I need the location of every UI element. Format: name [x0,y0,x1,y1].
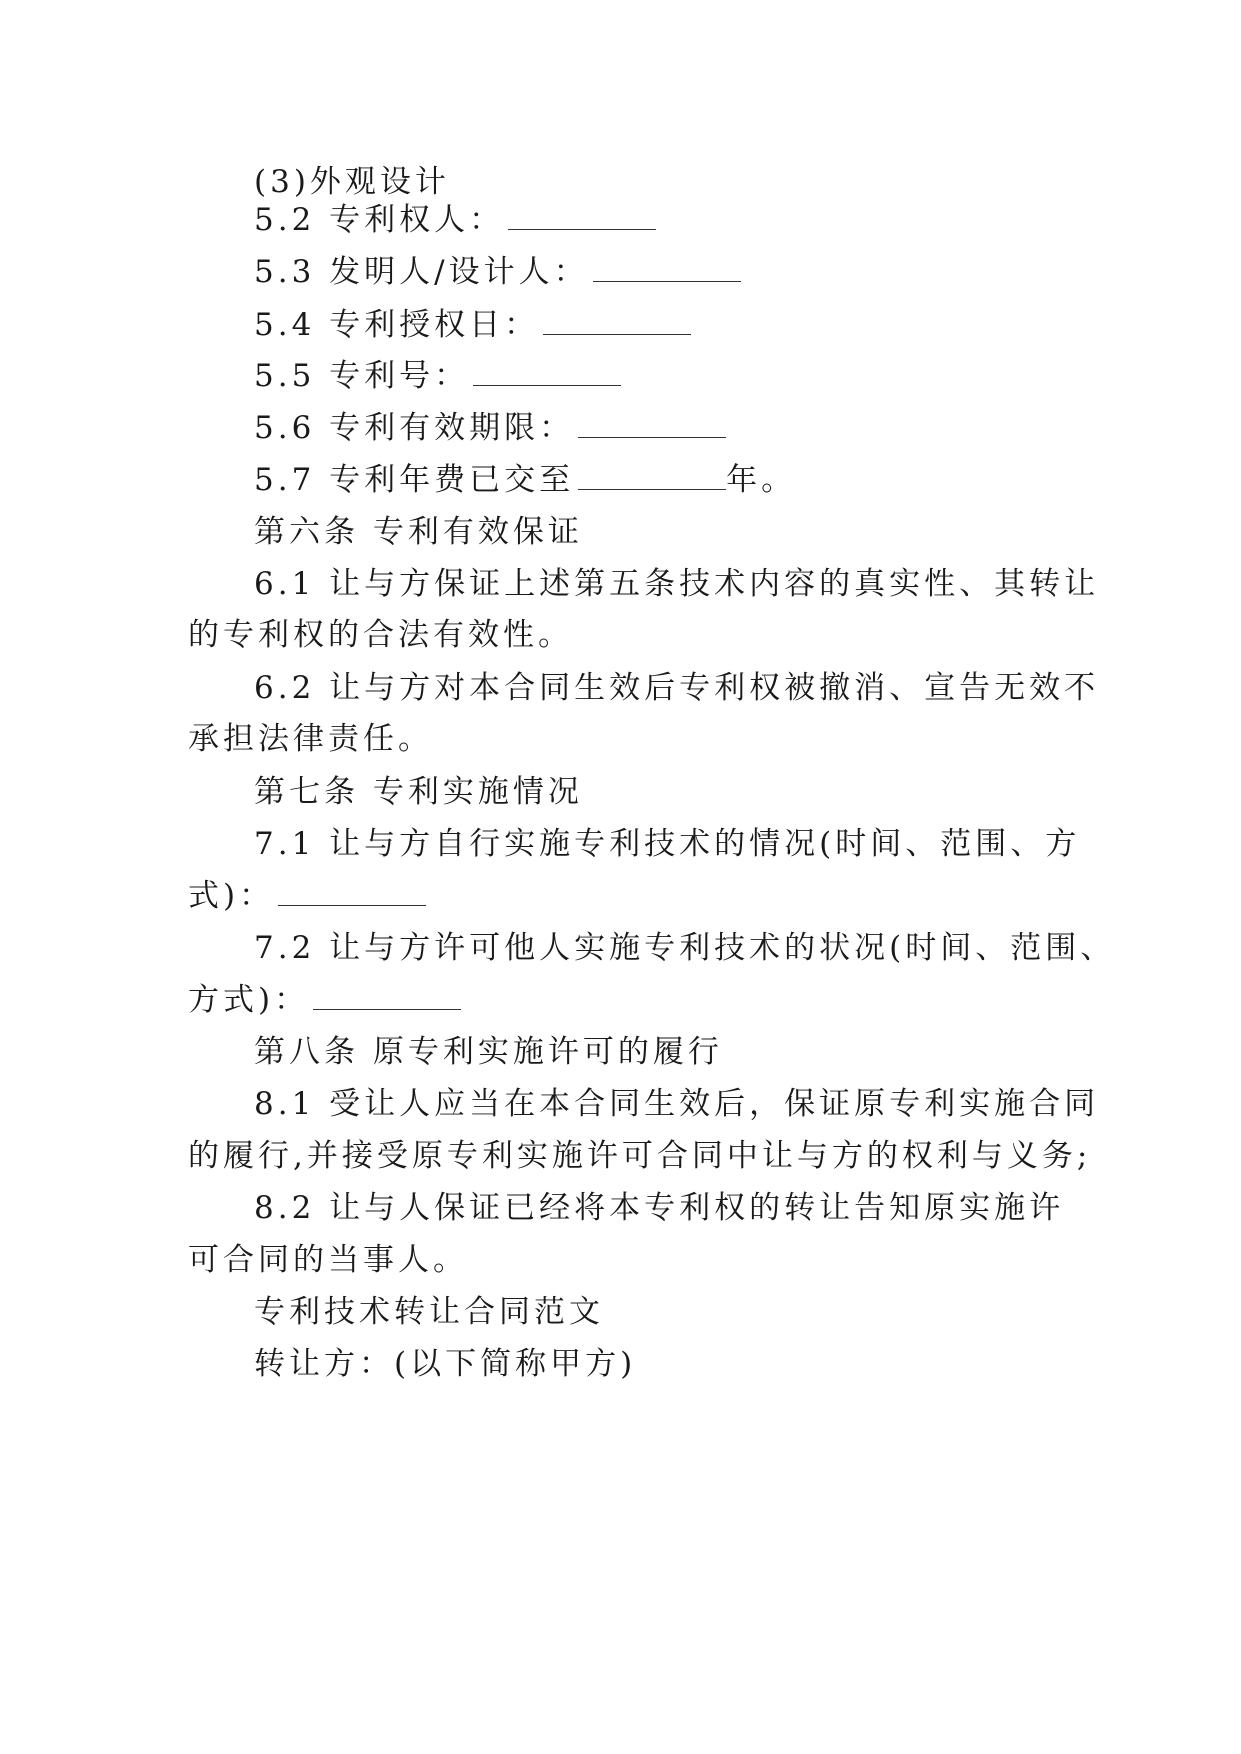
item-8-2 [254,1188,1064,1228]
blank-field[interactable] [578,463,726,490]
text-line: 第六条 专利有效保证 [254,514,583,550]
text-line: 转让方：(以下简称甲方) [254,1346,637,1382]
text-line: 承担法律责任。 [188,721,433,757]
item-5-6 [254,408,726,448]
text-line: 7.1 让与方自行实施专利技术的情况(时间、范围、方 [254,826,1081,862]
heading-article-8 [254,1032,723,1072]
contract-title [254,1292,604,1332]
text-line: 5.2 专利权人： [254,202,505,238]
item-7-1-cont [188,876,426,916]
item-5-3 [254,252,741,292]
text-line: 5.4 专利授权日： [254,307,540,343]
item-5-4 [254,305,691,345]
blank-field[interactable] [473,359,621,386]
item-3-design [254,162,450,202]
item-6-1 [254,564,1099,604]
transferor-line [254,1344,636,1384]
text-line: 5.5 专利号： [254,358,470,394]
blank-field[interactable] [313,983,461,1010]
item-7-1 [254,824,1080,864]
text-line: 方式)： [188,982,310,1018]
item-8-1-cont [188,1136,1091,1176]
item-6-1-cont [188,615,573,655]
text-line: 7.2 让与方许可他人实施专利技术的状况(时间、范围、 [254,930,1116,966]
item-6-2-cont [188,719,433,759]
heading-article-7 [254,772,583,812]
text-line: 6.2 让与方对本合同生效后专利权被撤消、宣告无效不 [254,670,1100,706]
blank-field[interactable] [508,203,656,230]
text-line: 的专利权的合法有效性。 [188,617,573,653]
text-line: 5.6 专利有效期限： [254,410,575,446]
heading-article-6 [254,512,583,552]
blank-field[interactable] [278,879,426,906]
text-line: 的履行,并接受原专利实施许可合同中让与方的权利与义务; [188,1138,1092,1174]
item-5-2 [254,200,656,240]
text-line: 第七条 专利实施情况 [254,774,583,810]
text-line: 8.1 受让人应当在本合同生效后，保证原专利实施合同 [254,1086,1100,1122]
blank-field[interactable] [578,411,726,438]
text-line: 专利技术转让合同范文 [254,1294,604,1330]
item-5-7 [254,460,796,500]
text-line: (3)外观设计 [254,164,450,200]
item-7-2-cont [188,980,461,1020]
item-6-2 [254,668,1099,708]
text-line: 5.3 发明人/设计人： [254,254,589,290]
blank-field[interactable] [593,255,741,282]
text-line: 可合同的当事人。 [188,1242,468,1278]
blank-field[interactable] [543,308,691,335]
text-line: 8.2 让与人保证已经将本专利权的转让告知原实施许 [254,1190,1065,1226]
text-line: 第八条 原专利实施许可的履行 [254,1034,723,1070]
item-7-2 [254,928,1115,968]
item-8-1 [254,1084,1099,1124]
text-line: 式)： [188,878,275,914]
item-8-2-cont [188,1240,468,1280]
text-line: 年。 [726,462,797,498]
text-line: 5.7 专利年费已交至 [254,462,575,498]
item-5-5 [254,356,621,396]
text-line: 6.1 让与方保证上述第五条技术内容的真实性、其转让 [254,566,1100,602]
